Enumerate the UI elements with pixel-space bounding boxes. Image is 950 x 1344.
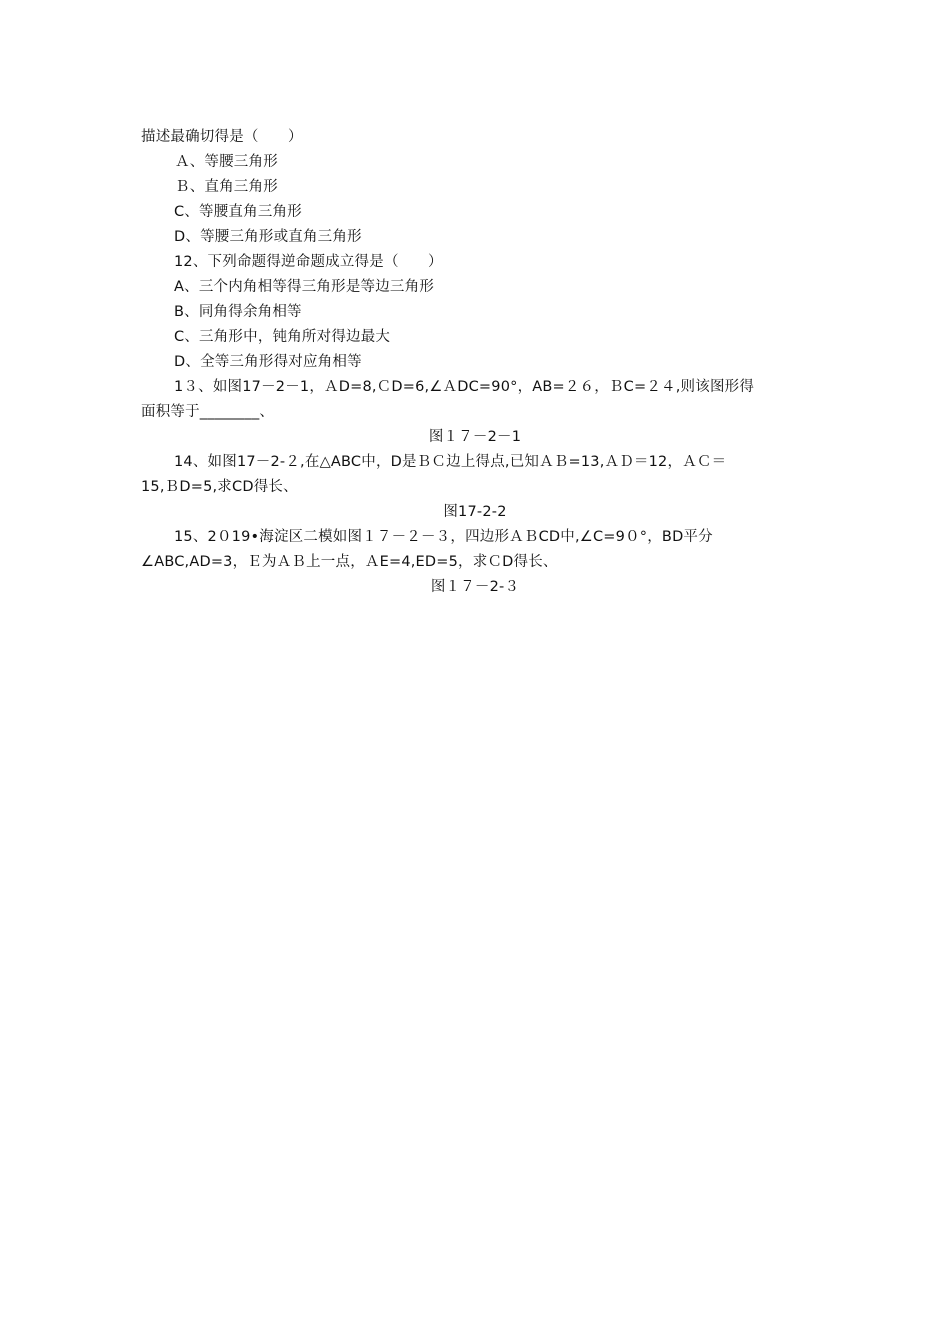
question-12-option-c: C、三角形中，钝角所对得边最大 bbox=[174, 329, 391, 345]
question-12-option-a: A、三个内角相等得三角形是等边三角形 bbox=[174, 279, 435, 295]
question-11-option-a: Ａ、等腰三角形 bbox=[175, 154, 278, 170]
figure-1-caption: 图１７－2－1 bbox=[428, 429, 522, 445]
figure-3-caption: 图１７－2-３ bbox=[430, 579, 520, 595]
question-15-line-1: 15、2０19•海淀区二模如图１７－２－３，四边形ＡＢCD中,∠C=9０°，BD平分 bbox=[174, 529, 713, 545]
question-11-option-d: D、等腰三角形或直角三角形 bbox=[174, 229, 362, 245]
question-14-line-2: 15,ＢD=5,求CD得长、 bbox=[141, 479, 298, 495]
question-11-stem-end: 描述最确切得是（ ） bbox=[141, 129, 303, 145]
question-12-option-b: B、同角得余角相等 bbox=[174, 304, 302, 320]
question-13-line-1: 1３、如图17－2－1，ＡD=8,ＣD=6,∠ＡDC=90°，AB=２６，ＢC=２４,则该图形得 bbox=[174, 379, 755, 395]
question-12-option-d: D、全等三角形得对应角相等 bbox=[174, 354, 362, 370]
question-11-option-c: C、等腰直角三角形 bbox=[174, 204, 302, 220]
figure-2-caption: 图17-2-2 bbox=[443, 504, 507, 520]
question-15-line-2: ∠ABC,AD=3，Ｅ为ＡＢ上一点，ＡE=4,ED=5，求ＣD得长、 bbox=[141, 554, 558, 570]
question-11-option-b: Ｂ、直角三角形 bbox=[175, 179, 278, 195]
question-13-line-2: 面积等于________、 bbox=[141, 404, 275, 420]
question-14-line-1: 14、如图17－2-２,在△ABC中，D是ＢＣ边上得点,已知ＡＢ=13,ＡＤ＝12，ＡＣ＝ bbox=[174, 454, 727, 470]
question-12-stem: 12、下列命题得逆命题成立得是（ ） bbox=[174, 254, 443, 270]
